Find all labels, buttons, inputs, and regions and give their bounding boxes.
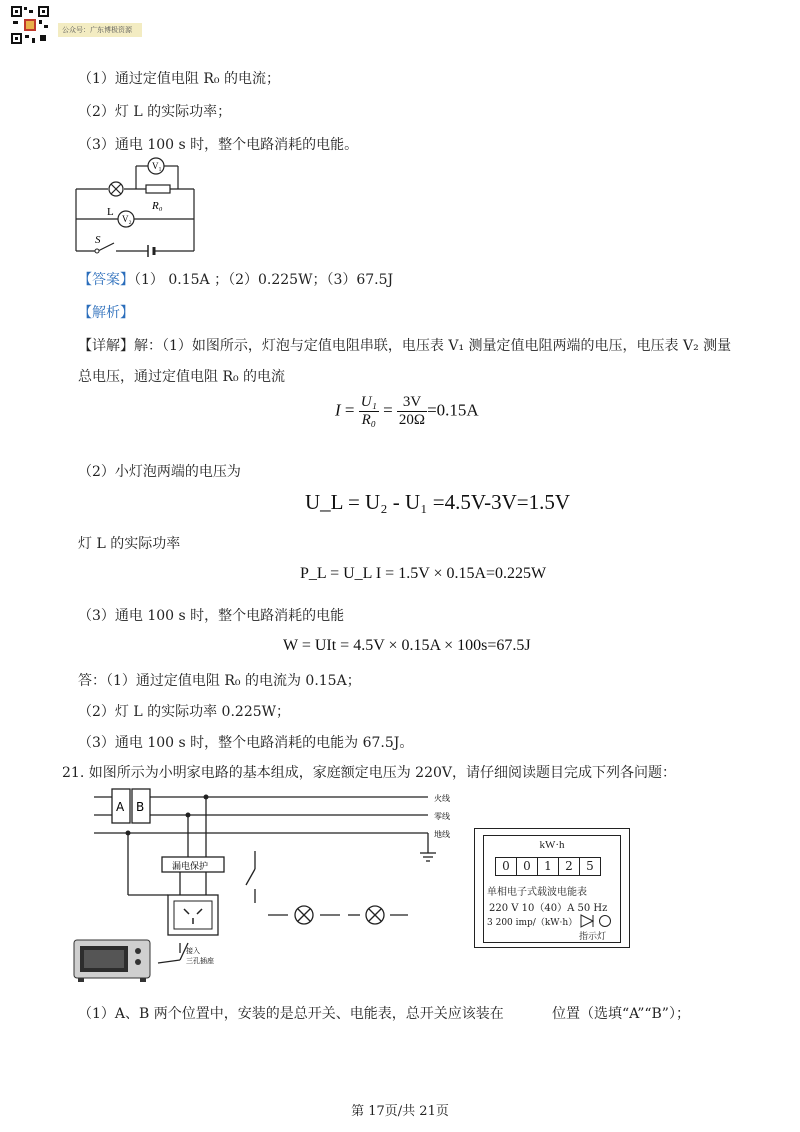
step-2-text: （2）小灯泡两端的电压为 <box>78 464 241 480</box>
box-a-label: A <box>116 800 125 814</box>
leakage-protector-label: 漏电保护 <box>172 862 209 872</box>
step-2b-text: 灯 L 的实际功率 <box>78 536 181 552</box>
neutral-wire-label: 零线 <box>434 812 450 821</box>
conclusion-3: （3）通电 100 s 时，整个电路消耗的电能为 67.5J。 <box>78 735 414 751</box>
page-footer: 第 17页/共 21页 <box>351 1104 449 1119</box>
meter-unit: kW·h <box>539 839 565 851</box>
v1-label: V₁ <box>152 161 162 171</box>
meter-digit: 2 <box>559 857 580 876</box>
ground-wire-label: 地线 <box>434 830 450 839</box>
formula-energy: W = UIt = 4.5V × 0.15A × 100s=67.5J <box>283 637 531 654</box>
qr-code-image <box>10 5 50 45</box>
detail-tag: 【详解】 <box>78 338 134 354</box>
meter-digit: 0 <box>495 857 517 876</box>
meter-line-2: 220 V 10（40）A 50 Hz <box>489 903 608 914</box>
oven-image <box>74 940 150 982</box>
plug-note-1: 接入 <box>186 947 200 955</box>
formula-current: I = $\frac{\text{U₁}}{\text{R₀}}$ = $\frac{3V}{20\Omega}$ =0.15A <box>335 394 479 428</box>
energy-meter <box>474 828 630 948</box>
switch-label: S <box>95 234 101 246</box>
detail-line-1 <box>78 335 731 355</box>
plug-note-2: 三孔插座 <box>186 957 214 965</box>
indicator-label: 指示灯 <box>579 932 607 942</box>
conclusion-2: （2）灯 L 的实际功率 0.225W； <box>78 704 291 720</box>
problem-21-stem: 21. 如图所示为小明家电路的基本组成，家庭额定电压为 220V，请仔细阅读题目完成下列各问题： <box>62 765 676 781</box>
answer-line <box>78 269 393 289</box>
header-badge: 公众号：广东博极资源 <box>58 23 142 37</box>
conclusion-1: 答：（1）通过定值电阻 R₀ 的电流为 0.15A； <box>78 673 361 689</box>
meter-line-3: 3 200 imp/（kW·h） <box>487 918 578 928</box>
detail-line-2: 总电压，通过定值电阻 R₀ 的电流 <box>78 369 286 385</box>
detail-text: 解：（1）如图所示，灯泡与定值电阻串联，电压表 V₁ 测量定值电阻两端的电压，电压表 V₂ 测量 <box>134 338 732 354</box>
question-1: （1）通过定值电阻 R₀ 的电流； <box>78 71 280 87</box>
circuit-diagram <box>68 155 208 260</box>
analysis-tag: 【解析】 <box>78 305 134 321</box>
step-3-text: （3）通电 100 s 时，整个电路消耗的电能 <box>78 608 345 624</box>
formula-power: P_L = U_L I = 1.5V × 0.15A=0.225W <box>300 565 547 582</box>
problem-21-q1-tail: 位置（选填“A”“B”）； <box>552 1006 690 1022</box>
question-3: （3）通电 100 s 时，整个电路消耗的电能。 <box>78 137 359 153</box>
problem-21-q1: （1）A、B 两个位置中，安装的是总开关、电能表，总开关应该装在 <box>78 1006 504 1022</box>
box-b-label: B <box>136 800 145 814</box>
live-wire-label: 火线 <box>434 794 450 803</box>
formula-voltage: U_L = U₂ - U₁ =4.5V-3V=1.5V <box>305 490 571 514</box>
resistor-label: R₀ <box>152 200 163 212</box>
meter-line-1: 单相电子式载波电能表 <box>487 887 587 898</box>
v2-label: V₂ <box>122 214 132 224</box>
answer-text: （1） 0.15A ；（2）0.225W；（3）67.5J <box>134 272 394 288</box>
answer-tag: 【答案】 <box>78 272 134 288</box>
meter-digit: 0 <box>517 857 538 876</box>
meter-digit: 1 <box>538 857 559 876</box>
meter-digits <box>495 857 601 876</box>
lamp-label: L <box>107 206 114 218</box>
meter-digit: 5 <box>580 857 601 876</box>
question-2: （2）灯 L 的实际功率； <box>78 104 232 120</box>
